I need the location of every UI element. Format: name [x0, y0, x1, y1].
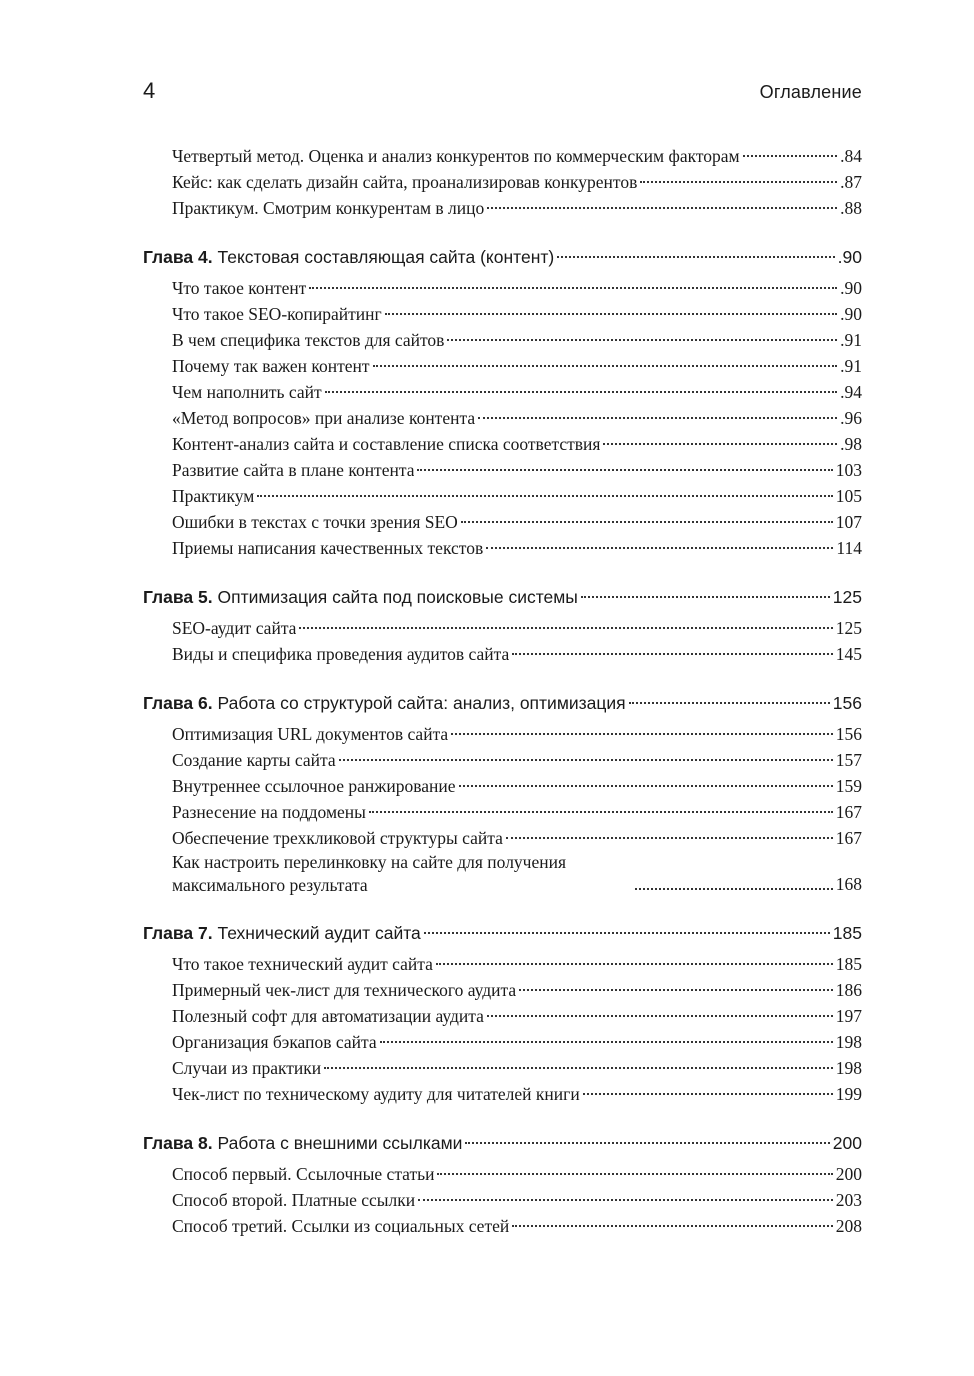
section-page: 125	[835, 618, 862, 638]
section-title: Почему так важен контент	[172, 356, 370, 376]
section-title: Способ третий. Ссылки из социальных сетей	[172, 1216, 510, 1236]
section-title: Способ второй. Платные ссылки	[172, 1190, 416, 1210]
dot-leader	[325, 391, 838, 393]
section-page: .87	[840, 172, 862, 192]
section-page: 168	[835, 874, 862, 894]
section-title: Виды и специфика проведения аудитов сайта	[172, 644, 510, 664]
dot-leader	[380, 1041, 833, 1043]
dot-leader	[743, 155, 837, 157]
toc-section-row[interactable]	[143, 483, 862, 509]
toc-section-row[interactable]	[143, 747, 862, 773]
chapter-number: Глава 7.	[143, 923, 213, 943]
toc-section-row[interactable]	[143, 641, 862, 667]
section-page: 185	[835, 954, 862, 974]
section-title: Организация бэкапов сайта	[172, 1032, 377, 1052]
section-title: SEO-аудит сайта	[172, 618, 297, 638]
toc-chapter-row[interactable]	[143, 920, 862, 946]
toc-section-row[interactable]	[143, 169, 862, 195]
chapter-title: Текстовая составляющая сайта (контент)	[217, 247, 555, 267]
dot-leader	[385, 313, 837, 315]
chapter-page: .90	[837, 247, 862, 267]
section-page: 198	[835, 1032, 862, 1052]
dot-leader	[417, 469, 832, 471]
section-title: Способ первый. Ссылочные статьи	[172, 1164, 435, 1184]
dot-leader	[369, 811, 833, 813]
section-page: .94	[840, 382, 862, 402]
section-title: Полезный софт для автоматизации аудита	[172, 1006, 484, 1026]
page-number: 4	[143, 78, 156, 103]
dot-leader	[418, 1199, 833, 1201]
section-title: Как настроить перелинковку на сайте для получения максимального результата	[172, 852, 567, 895]
chapter-title: Работа со структурой сайта: анализ, оптимизация	[217, 693, 626, 713]
section-title: Внутреннее ссылочное ранжирование	[172, 776, 456, 796]
toc-section-row[interactable]	[143, 509, 862, 535]
dot-leader	[486, 547, 833, 549]
section-title: Что такое технический аудит сайта	[172, 954, 433, 974]
dot-leader	[437, 1173, 832, 1175]
toc-section-row[interactable]	[143, 1029, 862, 1055]
dot-leader	[451, 733, 833, 735]
toc-chapter-row[interactable]	[143, 1130, 862, 1156]
section-page: 156	[835, 724, 862, 744]
chapter-page: 125	[832, 587, 862, 607]
chapter-block	[143, 920, 862, 1107]
chapter-title: Работа с внешними ссылками	[217, 1133, 463, 1153]
toc-chapter-row[interactable]	[143, 244, 862, 270]
toc-chapter-row[interactable]	[143, 584, 862, 610]
toc-section-row[interactable]	[143, 773, 862, 799]
dot-leader	[447, 339, 837, 341]
section-title: Оптимизация URL документов сайта	[172, 724, 449, 744]
section-page: 107	[835, 512, 862, 532]
toc-section-row[interactable]	[143, 143, 862, 169]
chapter-number: Глава 5.	[143, 587, 213, 607]
chapter-block	[143, 584, 862, 667]
dot-leader	[309, 287, 837, 289]
dot-leader	[478, 417, 837, 419]
section-page: 197	[835, 1006, 862, 1026]
toc-section-row[interactable]	[143, 1055, 862, 1081]
section-page: .84	[840, 146, 862, 166]
toc-section-row[interactable]	[143, 799, 862, 825]
toc-section-row[interactable]	[143, 1213, 862, 1239]
section-page: 103	[835, 460, 862, 480]
section-page: .91	[840, 356, 862, 376]
section-title: Что такое SEO-копирайтинг	[172, 304, 382, 324]
section-title: В чем специфика текстов для сайтов	[172, 330, 445, 350]
section-page: 199	[835, 1084, 862, 1104]
toc-section-row[interactable]	[143, 977, 862, 1003]
chapter-title: Технический аудит сайта	[217, 923, 421, 943]
section-page: .88	[840, 198, 862, 218]
toc-chapter-row[interactable]	[143, 690, 862, 716]
section-title: Кейс: как сделать дизайн сайта, проанализировав конкурентов	[172, 172, 638, 192]
section-title: Примерный чек-лист для технического аудита	[172, 980, 517, 1000]
dot-leader	[436, 963, 833, 965]
dot-leader	[459, 785, 833, 787]
section-page: 145	[835, 644, 862, 664]
section-title: Развитие сайта в плане контента	[172, 460, 415, 480]
chapter-block	[143, 244, 862, 561]
section-page: .96	[840, 408, 862, 428]
toc-section-row[interactable]	[143, 275, 862, 301]
section-title: Практикум. Смотрим конкурентам в лицо	[172, 198, 485, 218]
section-page: .91	[840, 330, 862, 350]
toc-section-row[interactable]	[143, 353, 862, 379]
dot-leader	[603, 443, 837, 445]
chapter-number: Глава 8.	[143, 1133, 213, 1153]
toc-section-row[interactable]	[143, 327, 862, 353]
dot-leader	[583, 1093, 833, 1095]
toc-section-row[interactable]	[143, 1187, 862, 1213]
toc-section-row[interactable]	[143, 301, 862, 327]
section-title: Разнесение на поддомены	[172, 802, 366, 822]
section-title: Приемы написания качественных текстов	[172, 538, 484, 558]
section-page: 208	[835, 1216, 862, 1236]
dot-leader	[339, 759, 833, 761]
section-page: 167	[835, 802, 862, 822]
dot-leader	[512, 1225, 833, 1227]
section-title: Обеспечение трехкликовой структуры сайта	[172, 828, 503, 848]
toc-section-row[interactable]	[143, 1161, 862, 1187]
section-title: Создание карты сайта	[172, 750, 336, 770]
chapter-title: Оптимизация сайта под поисковые системы	[217, 587, 578, 607]
chapter-number: Глава 4.	[143, 247, 213, 267]
toc-section-row[interactable]	[143, 1081, 862, 1107]
dot-leader	[324, 1067, 833, 1069]
section-page: .90	[840, 304, 862, 324]
section-page: .98	[840, 434, 862, 454]
dot-leader	[299, 627, 832, 629]
section-title: Практикум	[172, 486, 255, 506]
chapter-block	[143, 690, 862, 897]
toc-section-row[interactable]	[143, 457, 862, 483]
toc-section-row[interactable]	[143, 615, 862, 641]
dot-leader	[512, 653, 832, 655]
toc-section-row[interactable]	[143, 721, 862, 747]
dot-leader	[487, 207, 837, 209]
section-page: 203	[835, 1190, 862, 1210]
toc-section-row[interactable]	[143, 379, 862, 405]
section-title: Чек-лист по техническому аудиту для читателей книги	[172, 1084, 580, 1104]
section-page: 105	[835, 486, 862, 506]
toc-section-row[interactable]	[143, 535, 862, 561]
dot-leader	[519, 989, 833, 991]
toc-section-row[interactable]	[143, 405, 862, 431]
section-title: Ошибки в текстах с точки зрения SEO	[172, 512, 458, 532]
running-title: Оглавление	[759, 82, 862, 102]
dot-leader	[461, 521, 833, 523]
toc-section-row[interactable]	[143, 195, 862, 221]
dot-leader	[506, 837, 833, 839]
dot-leader	[373, 365, 838, 367]
toc-section-row[interactable]	[143, 951, 862, 977]
section-page: 200	[835, 1164, 862, 1184]
section-title: Случаи из практики	[172, 1058, 322, 1078]
section-page: 167	[835, 828, 862, 848]
section-page: 114	[836, 538, 862, 558]
dot-leader	[581, 596, 830, 598]
dot-leader	[487, 1015, 833, 1017]
dot-leader	[640, 181, 837, 183]
chapter-page: 200	[832, 1133, 862, 1153]
page-header	[143, 78, 862, 108]
dot-leader	[465, 1142, 829, 1144]
toc-section-row[interactable]	[143, 851, 862, 897]
chapter-block	[143, 1130, 862, 1239]
toc-section-row[interactable]	[143, 1003, 862, 1029]
dot-leader	[557, 256, 834, 258]
chapter-page: 185	[832, 923, 862, 943]
section-title: Контент-анализ сайта и составление списка соответствия	[172, 434, 601, 454]
section-page: 186	[835, 980, 862, 1000]
toc-section-row[interactable]	[143, 431, 862, 457]
dot-leader	[629, 702, 830, 704]
section-page: 157	[835, 750, 862, 770]
section-title: Четвертый метод. Оценка и анализ конкурентов по коммерческим факторам	[172, 146, 740, 166]
toc-section-row[interactable]	[143, 825, 862, 851]
chapter-page: 156	[832, 693, 862, 713]
section-title: Чем наполнить сайт	[172, 382, 322, 402]
dot-leader	[257, 495, 832, 497]
section-page: 198	[835, 1058, 862, 1078]
section-page: 159	[835, 776, 862, 796]
section-page: .90	[840, 278, 862, 298]
intro-sections	[143, 143, 862, 221]
chapter-number: Глава 6.	[143, 693, 213, 713]
dot-leader	[424, 932, 830, 934]
dot-leader	[635, 888, 833, 890]
section-title: Что такое контент	[172, 278, 307, 298]
table-of-contents	[143, 143, 862, 1239]
section-title: «Метод вопросов» при анализе контента	[172, 408, 476, 428]
